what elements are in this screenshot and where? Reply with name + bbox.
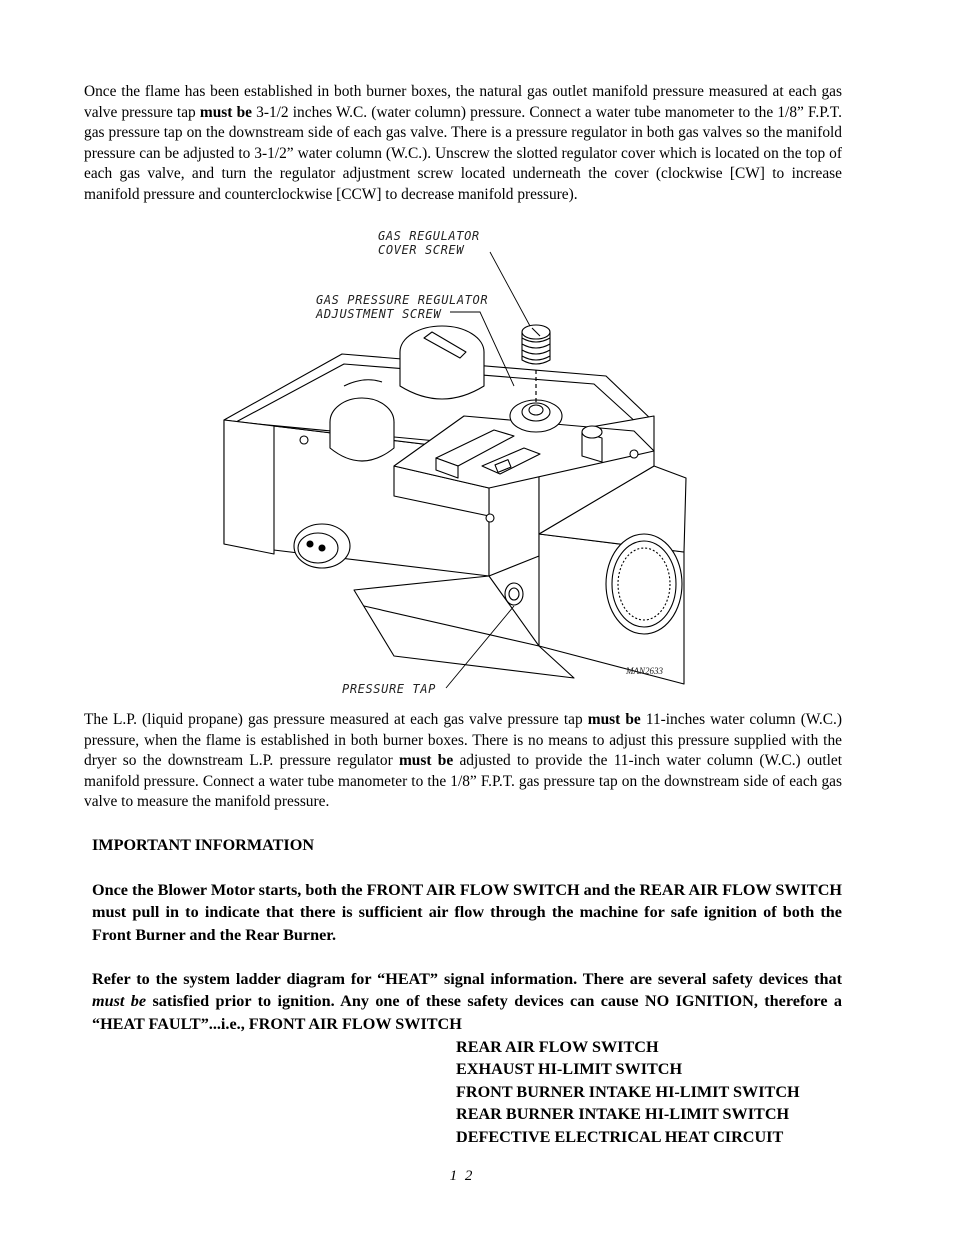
list-item: REAR BURNER INTAKE HI-LIMIT SWITCH [456,1105,790,1124]
cover-screw-label [378,229,480,257]
pressure-tap-label: PRESSURE TAP [342,682,436,696]
important-paragraph-1: Once the Blower Motor starts, both the FRONT AIR FLOW SWITCH and the REAR AIR FLOW SWITCH must pull in to indicate that there is sufficient air flow through the machine for safe ignition of both the Front Burner and the Rear Burner. [92,881,842,944]
safety-device-list [456,1036,800,1148]
important-title: IMPORTANT INFORMATION [92,836,315,854]
intro-text-1: Once the flame has been established in both burner boxes, the natural gas outlet manifold pressure measured at each gas valve pressure tap [84,83,842,121]
cover-screw-label-line1: GAS REGULATOR [378,229,480,243]
adjustment-screw-label-line2: ADJUSTMENT SCREW [316,307,442,321]
important-p2-text-a: Refer to the system ladder diagram for “HEAT” signal information. There are several safety devices that [92,970,842,988]
important-paragraph-2 [92,968,842,1035]
important-p2-text-b: satisfied prior to ignition. Any one of these safety devices can cause NO IGNITION, therefore a “HEAT FAULT”...i.e., FRONT AIR FLOW SWITCH [92,992,843,1033]
list-item: FRONT BURNER INTAKE HI-LIMIT SWITCH [456,1082,800,1101]
lp-text-3: adjusted to provide the 11-inch water column (W.C.) outlet manifold pressure. Connect a water tube manometer to the 1/8” F.P.T. gas pressure tap on the downstream side of each gas valve to measure the manifold pressure. [84,752,842,811]
important-p2-must-be: must be [92,992,147,1011]
adjustment-screw-label-line1: GAS PRESSURE REGULATOR [316,293,489,307]
list-item: REAR AIR FLOW SWITCH [456,1038,659,1056]
lp-paragraph [84,710,842,813]
intro-paragraph [84,82,842,206]
intro-must-be: must be [199,103,252,121]
intro-text-2: 3-1/2 inches W.C. (water column) pressure. Connect a water tube manometer to the 1/8” F.P.T. gas pressure tap on the downstream side of each gas valve. There is a pressure regulator in both gas valves so the manifold pressure can be adjusted to 3-1/2” water column (W.C.). Unscrew the slotted regulator cover which is located on the top of each gas valve, and turn the regulator adjustment screw located underneath the cover (clockwise [CW] to increase manifold pressure and counterclockwise [CCW] to decrease manifold pressure). [84,103,842,203]
lp-text-2: 11-inches water column (W.C.) pressure, when the flame is established in both burner boxes. There is no means to adjust this pressure supplied with the dryer so the downstream L.P. pressure regulator [84,711,843,770]
lp-text-1: The L.P. (liquid propane) gas pressure measured at each gas valve pressure tap [84,711,588,728]
adjustment-screw-label [316,293,488,321]
lp-must-be-2: must be [398,752,454,770]
list-item: DEFECTIVE ELECTRICAL HEAT CIRCUIT [456,1127,784,1146]
cover-screw-label-line2: COVER SCREW [378,243,465,257]
list-item: EXHAUST HI-LIMIT SWITCH [456,1060,683,1079]
page-number: 1 2 [449,1168,475,1184]
lp-must-be-1: must be [587,711,641,728]
figure-id-label: MAN2633 [626,666,663,676]
